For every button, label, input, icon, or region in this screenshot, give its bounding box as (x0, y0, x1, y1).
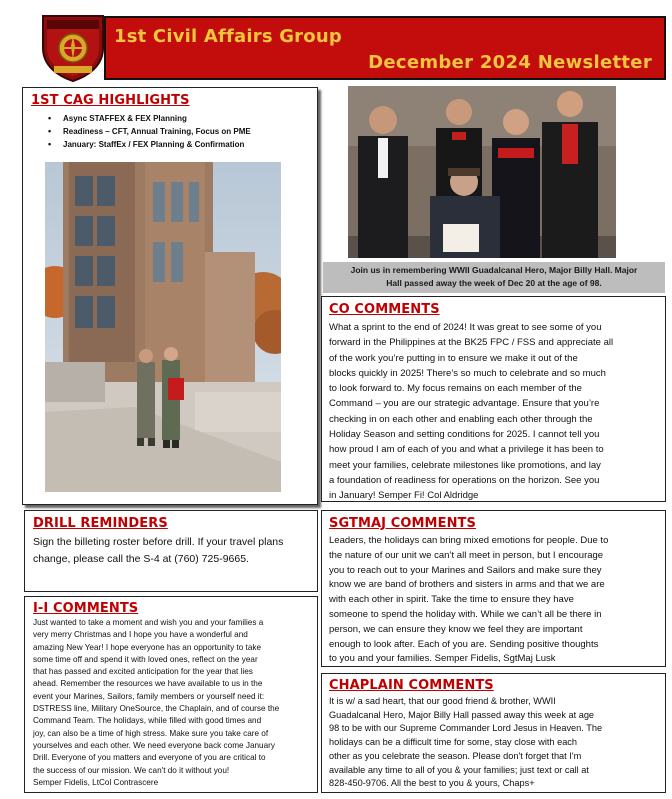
ii-comments-panel (24, 596, 318, 793)
newsletter-banner (104, 16, 666, 80)
sgtmaj-comments-heading: SGTMAJ COMMENTS (329, 516, 476, 531)
text-line: the success of our mission. We can't do it without you! (33, 765, 230, 775)
ii-comments-heading: I-I COMMENTS (33, 601, 139, 616)
drill-reminders-panel (24, 510, 318, 592)
text-line: blocks quickly in 2025! There’s so much to celebrate and so much (329, 367, 606, 379)
text-line: Holiday Season and setting conditions for 2025. I cannot tell you (329, 429, 600, 441)
text-line: Drill. Everyone of you matters and everyone of you are critical to (33, 753, 266, 763)
co-comments-body (329, 320, 613, 504)
drill-reminders-body (33, 534, 283, 568)
text-line: holidays can be a difficult time for some, stay close with each (329, 737, 578, 748)
text-line: Just wanted to take a moment and wish you and your families a (33, 618, 264, 627)
text-line: amazing New Year! I hope everyone has an opportunity to take (33, 642, 262, 652)
memorial-photo (348, 86, 616, 258)
highlights-list (23, 112, 251, 151)
text-line: other as you celebrate the season. Please don't forget that I'm (329, 750, 582, 761)
org-title: 1st Civil Affairs Group (114, 26, 342, 47)
text-line: available any time to all of you & your families; just text or call at (329, 764, 589, 775)
list-item: • Async STAFFEX & FEX Planning (23, 112, 251, 125)
text-line: the nature of our unit we can’t all meet in person, but I encourage (329, 549, 604, 561)
co-comments-panel (321, 296, 666, 502)
text-line: change, please call the S-4 at (760) 725-9665. (33, 553, 249, 565)
unit-logo (38, 10, 108, 82)
chaplain-comments-panel (321, 673, 666, 793)
text-line: forward in the Philippines at the BK25 FPC / FSS and appreciate all (329, 337, 614, 349)
text-line: Command Team. The holidays, while filled with good times and (33, 716, 262, 726)
text-line: What a sprint to the end of 2024! It was great to see some of you (329, 322, 602, 333)
text-line: joy, can also be a time of high stress. Make sure you take care of (33, 728, 269, 738)
co-comments-heading: CO COMMENTS (329, 302, 440, 317)
text-line: Sign the billeting roster before drill. If your travel plans (33, 536, 284, 548)
issue-title: December 2024 Newsletter (368, 52, 652, 73)
text-line: a foundation of readiness for operations on the horizon. See you (329, 474, 600, 486)
caption-line: Join us in remembering WWII Guadalcanal Hero, Major Billy Hall. Major (350, 265, 638, 275)
text-line: Guadalcanal Hero, Major Billy Hall passed away this week at age (329, 709, 595, 720)
text-line: that has passed and excited anticipation for the year that lies (33, 667, 253, 677)
chaplain-comments-body (329, 695, 602, 791)
text-line: It is w/ a sad heart, that our good friend & brother, WWII (329, 696, 556, 706)
list-item: • Readiness – CFT, Annual Training, Focus on PME (23, 125, 251, 138)
text-line: very merry Christmas and I hope you have a wonderful and (33, 630, 248, 640)
text-line: person, we can ensure they know we feel they are important (329, 623, 583, 635)
highlights-heading: 1ST CAG HIGHLIGHTS (31, 93, 190, 108)
text-line: to look forward to. My focus remains on each member of the (329, 383, 582, 395)
text-line: ahead. Remember the resources we have available to us in the (33, 679, 263, 689)
text-line: yourselves and each other. We need everyone back come January (33, 740, 275, 750)
text-line: of the work you’re putting in to ensure we make it out of the (329, 352, 578, 364)
text-line: checking in on each other and enabling each other through the (329, 413, 593, 425)
highlights-photo (45, 162, 281, 492)
text-line: DSTRESS line, Military OneSource, the Chaplain, and of course the (33, 704, 280, 714)
text-line: 828-450-9706. All the best to you & yours, Chaps+ (329, 778, 535, 789)
highlights-panel (22, 87, 318, 505)
text-line: with each other in spirit. Take the time to ensure they have (329, 594, 574, 606)
text-line: in January! Semper Fi! Col Aldridge (329, 490, 479, 502)
memorial-caption (323, 262, 665, 293)
text-line: know we are band of brothers and sisters in arms and that we are (329, 579, 605, 591)
text-line: how proud I am of each of you and what a privilege it has been to (329, 444, 604, 456)
sgtmaj-comments-body (329, 534, 608, 667)
sgtmaj-comments-panel (321, 510, 666, 667)
text-line: event your Marines, Sailors, family members or yourself need it: (33, 691, 265, 701)
text-line: 98 to be with our Supreme Commander Lord Jesus in Heaven. The (329, 723, 603, 734)
drill-reminders-heading: DRILL REMINDERS (33, 516, 168, 531)
text-line: Semper Fidelis, LtCol Contrascere (33, 777, 159, 787)
chaplain-comments-heading: CHAPLAIN COMMENTS (329, 678, 494, 693)
text-line: Command – you are our strategic advantage. Ensure that you’re (329, 398, 600, 410)
list-item: • January: StaffEx / FEX Planning & Confirmation (23, 138, 251, 151)
text-line: meet your families, celebrate milestones like promotions, and lay (329, 459, 601, 471)
text-line: enough to look after. Each of you are. Sending positive thoughts (329, 638, 599, 650)
ii-comments-body (33, 617, 279, 789)
text-line: Leaders, the holidays can bring mixed emotions for people. Due to (329, 535, 609, 546)
text-line: some time off and spend it with loved ones, reflect on the year (33, 654, 258, 664)
text-line: you to reach out to your Marines and Sailors and make sure they (329, 564, 602, 576)
text-line: someone to spend the holiday with. While we can’t all be there in (329, 608, 602, 620)
caption-line: Hall passed away the week of Dec 20 at the age of 98. (386, 278, 602, 288)
text-line: to you and your families. Semper Fidelis, SgtMaj Lusk (329, 653, 556, 665)
